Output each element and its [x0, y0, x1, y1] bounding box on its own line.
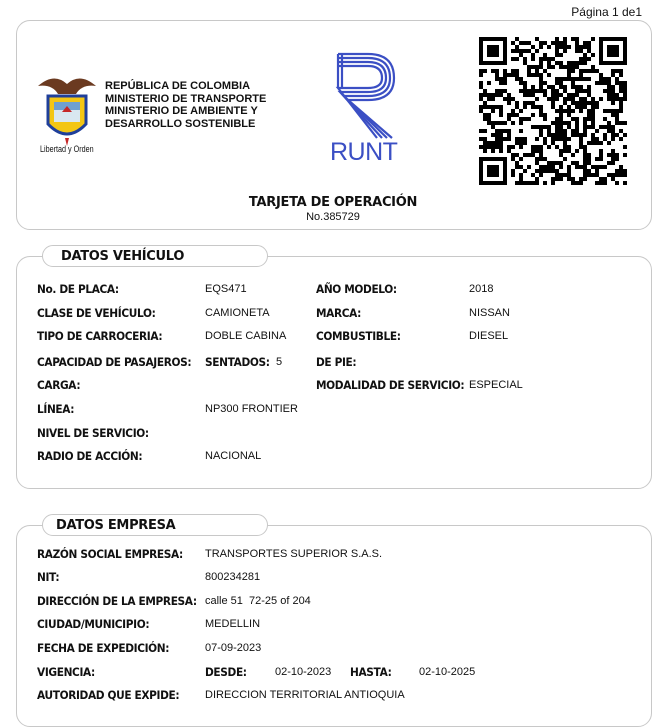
combustible-label: COMBUSTIBLE:	[316, 329, 401, 343]
fecha-value: 07-09-2023	[205, 642, 262, 654]
linea-value: NP300 FRONTIER	[205, 403, 298, 415]
placa-label: No. DE PLACA:	[37, 282, 119, 296]
carga-label: CARGA:	[37, 378, 81, 392]
page-number: Página 1 de1	[571, 5, 642, 19]
linea-label: LÍNEA:	[37, 402, 75, 416]
carroceria-label: TIPO DE CARROCERIA:	[37, 329, 163, 343]
marca-value: NISSAN	[469, 307, 510, 319]
nit-label: NIT:	[37, 570, 60, 584]
ministry-block	[105, 80, 266, 130]
runt-logo	[328, 52, 404, 170]
ciudad-label: CIUDAD/MUNICIPIO:	[37, 617, 150, 631]
sentados-value: 5	[276, 356, 283, 368]
anio-value: 2018	[469, 283, 494, 295]
de-pie-label: DE PIE:	[316, 355, 357, 369]
qr-code	[479, 37, 627, 185]
coat-of-arms-logo	[36, 72, 98, 158]
ministry-line: MINISTERIO DE AMBIENTE Y	[105, 105, 258, 117]
radio-label: RADIO DE ACCIÓN:	[37, 449, 143, 463]
coat-motto: Libertad y Orden	[40, 144, 94, 154]
capacidad-label: CAPACIDAD DE PASAJEROS:	[37, 355, 192, 369]
marca-label: MARCA:	[316, 306, 362, 320]
runt-wordmark: RUNT	[330, 138, 398, 166]
modalidad-value: ESPECIAL	[469, 379, 523, 391]
hasta-label: HASTA:	[350, 665, 392, 679]
anio-label: AÑO MODELO:	[316, 282, 397, 296]
company-section-title: DATOS EMPRESA	[42, 514, 268, 536]
qr-modules	[479, 37, 627, 185]
ministry-line: REPÚBLICA DE COLOMBIA	[105, 80, 251, 92]
ministry-line: DESARROLLO SOSTENIBLE	[105, 117, 256, 130]
razon-value: TRANSPORTES SUPERIOR S.A.S.	[205, 548, 383, 560]
nit-value: 800234281	[205, 571, 261, 583]
nivel-label: NIVEL DE SERVICIO:	[37, 426, 149, 440]
modalidad-label: MODALIDAD DE SERVICIO:	[316, 378, 465, 392]
vigencia-label: VIGENCIA:	[37, 665, 95, 679]
clase-value: CAMIONETA	[205, 307, 270, 319]
direccion-value: calle 51 72-25 of 204	[205, 595, 311, 607]
document-title: TARJETA DE OPERACIÓN	[248, 195, 418, 210]
fecha-label: FECHA DE EXPEDICIÓN:	[37, 641, 170, 655]
ciudad-value: MEDELLIN	[205, 618, 261, 630]
autoridad-label: AUTORIDAD QUE EXPIDE:	[37, 688, 180, 702]
vehicle-section-title: DATOS VEHÍCULO	[42, 245, 268, 267]
document-number: No.385729	[306, 211, 360, 223]
clase-label: CLASE DE VEHÍCULO:	[37, 306, 156, 320]
ministry-line: MINISTERIO DE TRANSPORTE	[105, 92, 267, 105]
sentados-label: SENTADOS:	[205, 355, 270, 369]
autoridad-value: DIRECCION TERRITORIAL ANTIOQUIA	[205, 689, 405, 701]
combustible-value: DIESEL	[469, 330, 509, 342]
desde-label: DESDE:	[205, 665, 247, 679]
desde-value: 02-10-2023	[275, 666, 332, 678]
direccion-label: DIRECCIÓN DE LA EMPRESA:	[37, 594, 197, 608]
radio-value: NACIONAL	[205, 450, 262, 462]
carroceria-value: DOBLE CABINA	[205, 330, 287, 342]
razon-label: RAZÓN SOCIAL EMPRESA:	[37, 547, 183, 561]
placa-value: EQS471	[205, 283, 247, 295]
hasta-value: 02-10-2025	[419, 666, 476, 678]
